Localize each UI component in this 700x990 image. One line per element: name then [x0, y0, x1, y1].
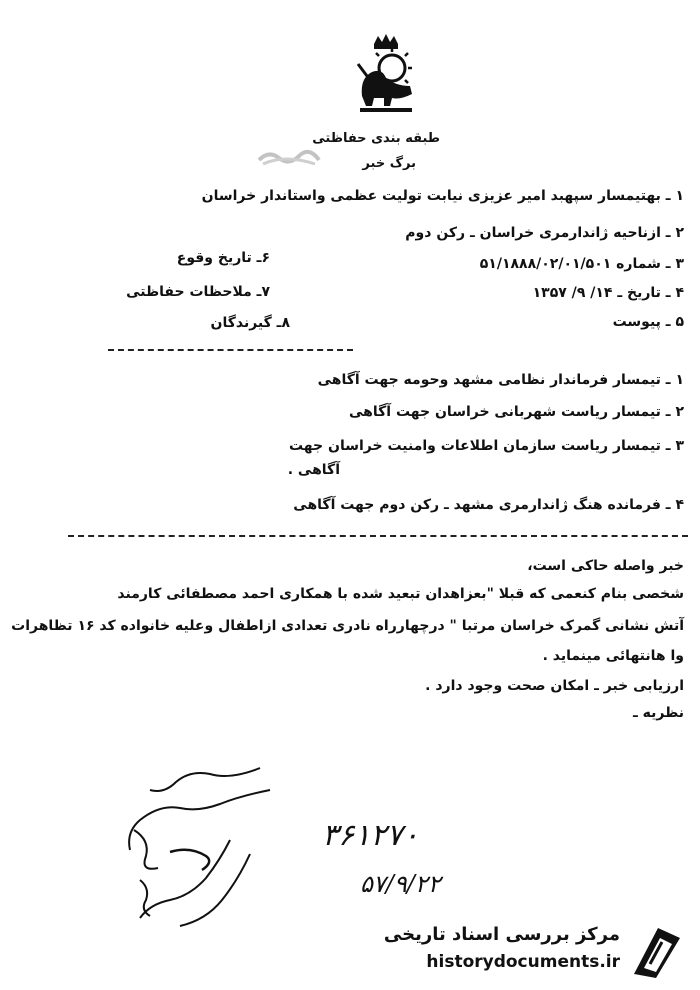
report-line: شخصی بنام کنعمی که قبلا "بعزاهدان تبعید شده با همکاری احمد مصطفائی کارمند [117, 586, 684, 602]
opinion-line: نظریه ـ [632, 705, 684, 721]
lion-and-sun-emblem-icon [352, 34, 420, 114]
field-from: ۲ ـ ازناحیه ژاندارمری خراسان ـ رکن دوم [405, 225, 684, 241]
field-receivers: ۸ـ گیرندگان [210, 315, 290, 331]
field-number: ۳ ـ شماره ۵۱/۱۸۸۸/۰۲/۰۱/۵۰۱ [479, 256, 684, 272]
document-archive-logo-icon [628, 924, 686, 980]
recipient-item: ۴ ـ فرمانده هنگ ژاندارمری مشهد ـ رکن دوم جهت آگاهی [293, 497, 684, 513]
divider-short [108, 349, 353, 351]
recipient-item: ۳ ـ تیمسار ریاست سازمان اطلاعات وامنیت خراسان جهت [288, 438, 684, 454]
recipient-item: ۱ ـ تیمسار فرماندار نظامی مشهد وحومه جهت آگاهی [317, 372, 684, 388]
handwritten-signature [110, 760, 280, 940]
report-line: وا هانتهائی مینماید . [542, 648, 684, 664]
watermark-url: historydocuments.ir [426, 952, 620, 972]
recipient-item-continued: آگاهی . [287, 462, 340, 478]
watermark-title: مرکز بررسی اسناد تاریخی [383, 924, 620, 945]
field-date: ۴ ـ تاریخ ـ ۱۴/ ۹/ ۱۳۵۷ [532, 285, 684, 301]
classification-label: طبقه بندی حفاظتی [312, 131, 440, 146]
divider-long [68, 535, 688, 537]
report-intro: خبر واصله حاکی است، [527, 558, 684, 574]
watermark-logo [378, 918, 690, 984]
assessment-line: ارزیابی خبر ـ امکان صحت وجود دارد . [425, 678, 684, 694]
handwritten-number: ۳۶۱۲۷۰ [322, 818, 419, 853]
report-line: آتش نشانی گمرک خراسان مرتبا " درچهارراه نادری تعدادی ازاطفال وعلیه خانواده کد ۱۶ تظاهرات [11, 618, 684, 634]
field-security-notes: ۷ـ ملاحظات حفاظتی [126, 284, 270, 300]
recipient-item: ۲ ـ تیمسار ریاست شهربانی خراسان جهت آگاهی [349, 404, 684, 420]
handwritten-date: ۵۷/۹/۲۲ [360, 870, 441, 898]
form-title: برگ خبر [362, 156, 416, 171]
field-occurrence-date: ۶ـ تاریخ وقوع [176, 250, 270, 266]
faint-stamp-mark [255, 146, 325, 168]
field-recipient-to: ۱ ـ بهتیمسار سپهبد امیر عزیزی نیابت تولیت عظمی واستاندار خراسان [201, 188, 684, 204]
field-attachment: ۵ ـ پیوست [612, 314, 684, 330]
